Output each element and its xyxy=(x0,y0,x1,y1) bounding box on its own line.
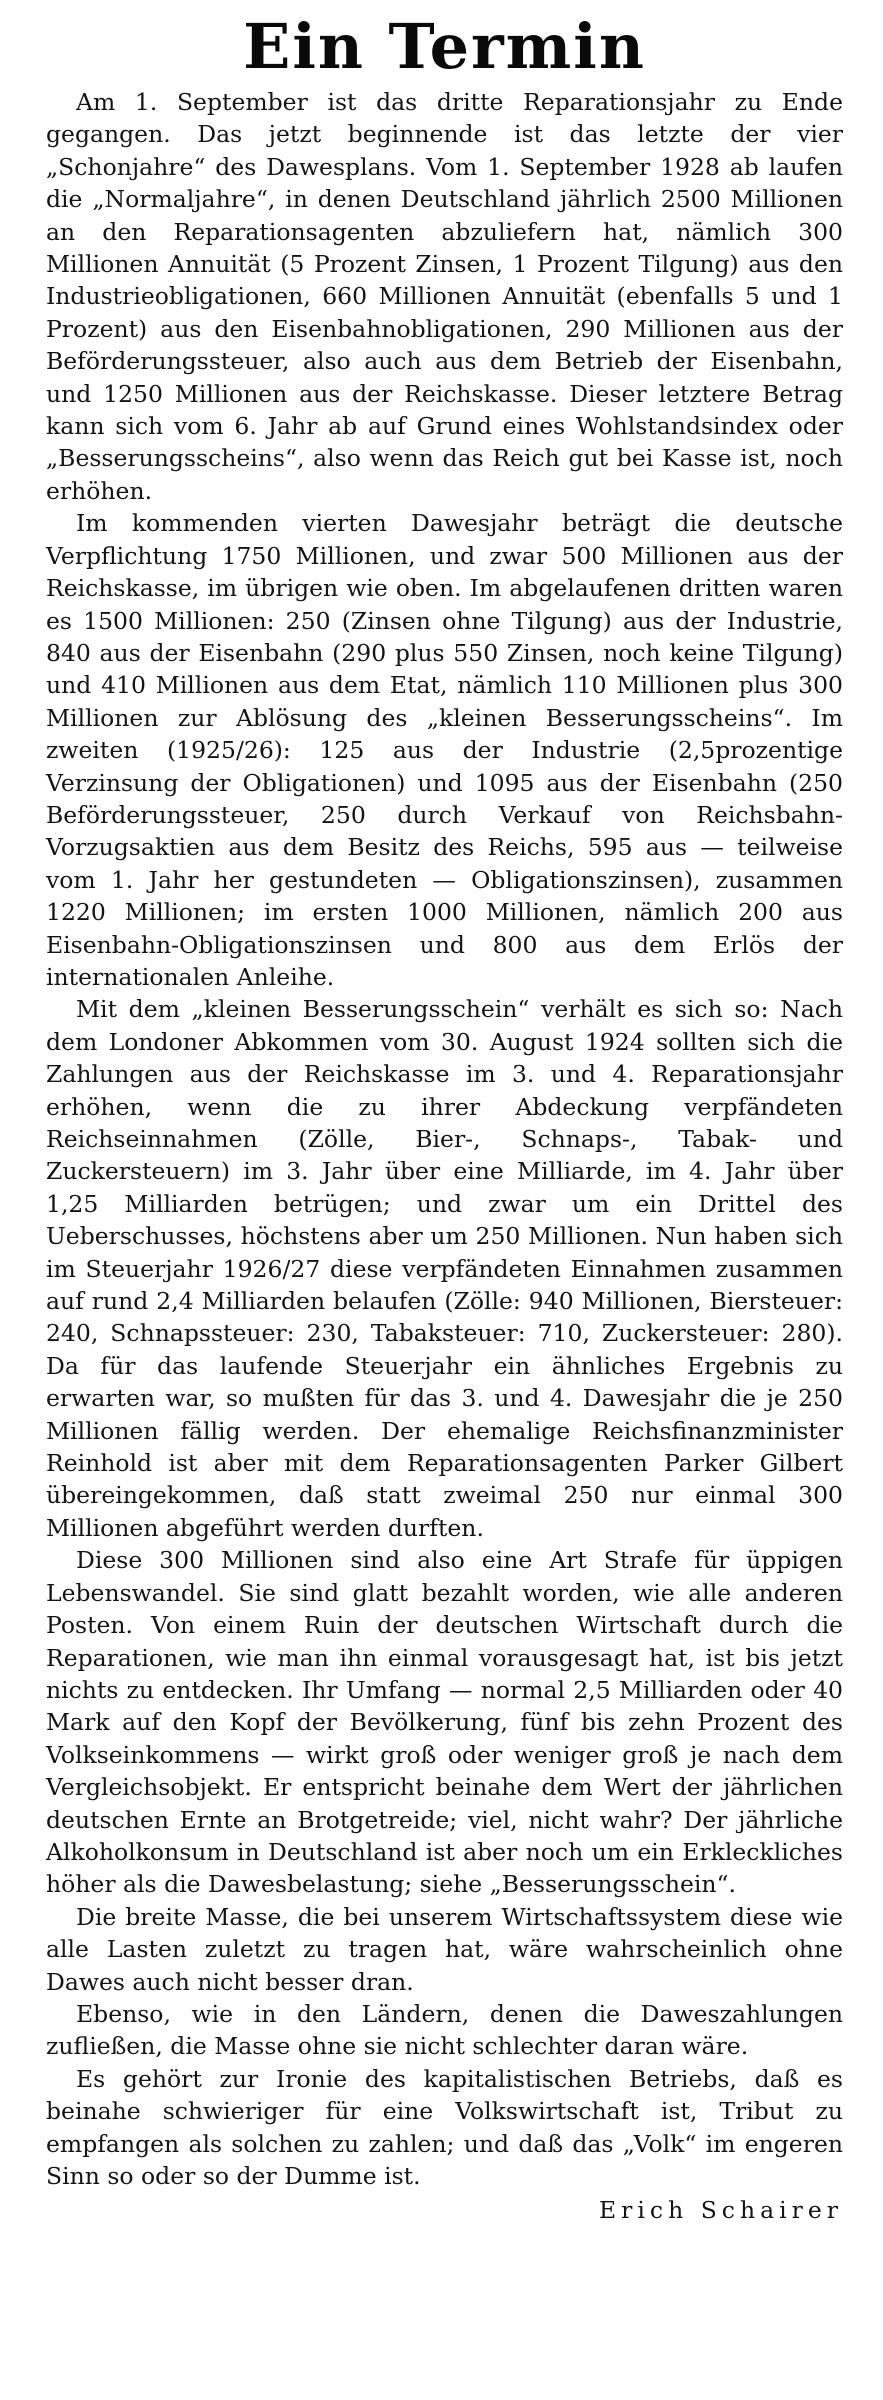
article-paragraph: Diese 300 Millionen sind also eine Art Strafe für üppigen Lebenswandel. Sie sind glatt bezahlt worden, wie alle anderen Posten. Von einem Ruin der deutschen Wirtschaft durch die Reparationen, wie man ihn einmal vorausgesagt hat, ist bis jetzt nichts zu entdecken. Ihr Umfang — normal 2,5 Milliarden oder 40 Mark auf den Kopf der Bevölkerung, fünf bis zehn Prozent des Volkseinkommens — wirkt groß oder weniger groß je nach dem Vergleichsobjekt. Er entspricht beinahe dem Wert der jährlichen deutschen Ernte an Brotgetreide; viel, nicht wahr? Der jährliche Alkoholkonsum in Deutschland ist aber noch um ein Erkleckliches höher als die Dawesbelastung; siehe „Besserungsschein“. xyxy=(46,1546,843,1899)
article-paragraph: Ebenso, wie in den Ländern, denen die Daweszahlungen zufließen, die Masse ohne sie nicht schlechter daran wäre. xyxy=(46,1999,843,2061)
article-headline: Ein Termin xyxy=(243,10,646,83)
article-body xyxy=(46,86,843,2192)
article-paragraph: Es gehört zur Ironie des kapitalistischen Betriebs, daß es beinahe schwieriger für eine Volkswirtschaft ist, Tribut zu empfangen als solchen zu zahlen; und daß das „Volk“ im engeren Sinn so oder so der Dumme ist. xyxy=(46,2064,843,2190)
article-paragraph: Die breite Masse, die bei unserem Wirtschaftssystem diese wie alle Lasten zuletzt zu tragen hat, wäre wahrscheinlich ohne Dawes auch nicht besser dran. xyxy=(46,1902,843,1996)
article-paragraph: Mit dem „kleinen Besserungsschein“ verhält es sich so: Nach dem Londoner Abkommen vom 30. August 1924 sollten sich die Zahlungen aus der Reichskasse im 3. und 4. Reparationsjahr erhöhen, wenn die zu ihrer Abdeckung verpfändeten Reichseinnahmen (Zölle, Bier-, Schnaps-, Tabak- und Zuckersteuern) im 3. Jahr über eine Milliarde, im 4. Jahr über 1,25 Milliarden betrügen; und zwar um ein Drittel des Ueberschusses, höchstens aber um 250 Millionen. Nun haben sich im Steuerjahr 1926/27 diese verpfändeten Einnahmen zusammen auf rund 2,4 Milliarden belaufen (Zölle: 940 Millionen, Biersteuer: 240, Schnapssteuer: 230, Tabaksteuer: 710, Zuckersteuer: 280). Da für das laufende Steuerjahr ein ähnliches Ergebnis zu erwarten war, so mußten für das 3. und 4. Dawesjahr die je 250 Millionen fällig werden. Der ehemalige Reichsfinanzminister Reinhold ist aber mit dem Reparationsagenten Parker Gilbert übereingekommen, daß statt zweimal 250 nur einmal 300 Millionen abgeführt werden durften. xyxy=(46,995,843,1542)
article-paragraph: Im kommenden vierten Dawesjahr beträgt die deutsche Verpflichtung 1750 Millionen, und zwar 500 Millionen aus der Reichskasse, im übrigen wie oben. Im abgelaufenen dritten waren es 1500 Millionen: 250 (Zinsen ohne Tilgung) aus der Industrie, 840 aus der Eisenbahn (290 plus 550 Zinsen, noch keine Tilgung) und 410 Millionen aus dem Etat, nämlich 110 Millionen plus 300 Millionen zur Ablösung des „kleinen Besserungsscheins“. Im zweiten (1925/26): 125 aus der Industrie (2,5prozentige Verzinsung der Obligationen) und 1095 aus der Eisenbahn (250 Beförderungssteuer, 250 durch Verkauf von Reichsbahn-Vorzugsaktien aus dem Besitz des Reichs, 595 aus — teilweise vom 1. Jahr her gestundeten — Obligationszinsen), zusammen 1220 Millionen; im ersten 1000 Millionen, nämlich 200 aus Eisenbahn-Obligationszinsen und 800 aus dem Erlös der internationalen Anleihe. xyxy=(46,509,843,991)
author-signature: Erich Schairer xyxy=(599,2196,843,2225)
article-paragraph: Am 1. September ist das dritte Reparationsjahr zu Ende gegangen. Das jetzt beginnende ist das letzte der vier „Schonjahre“ des Dawesplans. Vom 1. September 1928 ab laufen die „Normaljahre“, in denen Deutschland jährlich 2500 Millionen an den Reparationsagenten abzuliefern hat, nämlich 300 Millionen Annuität (5 Prozent Zinsen, 1 Prozent Tilgung) aus den Industrieobligationen, 660 Millionen Annuität (ebenfalls 5 und 1 Prozent) aus den Eisenbahnobligationen, 290 Millionen aus der Beförderungssteuer, also auch aus dem Betrieb der Eisenbahn, und 1250 Millionen aus der Reichskasse. Dieser letztere Betrag kann sich vom 6. Jahr ab auf Grund eines Wohlstandsindex oder „Besserungsscheins“, also wenn das Reich gut bei Kasse ist, noch erhöhen. xyxy=(46,88,843,505)
